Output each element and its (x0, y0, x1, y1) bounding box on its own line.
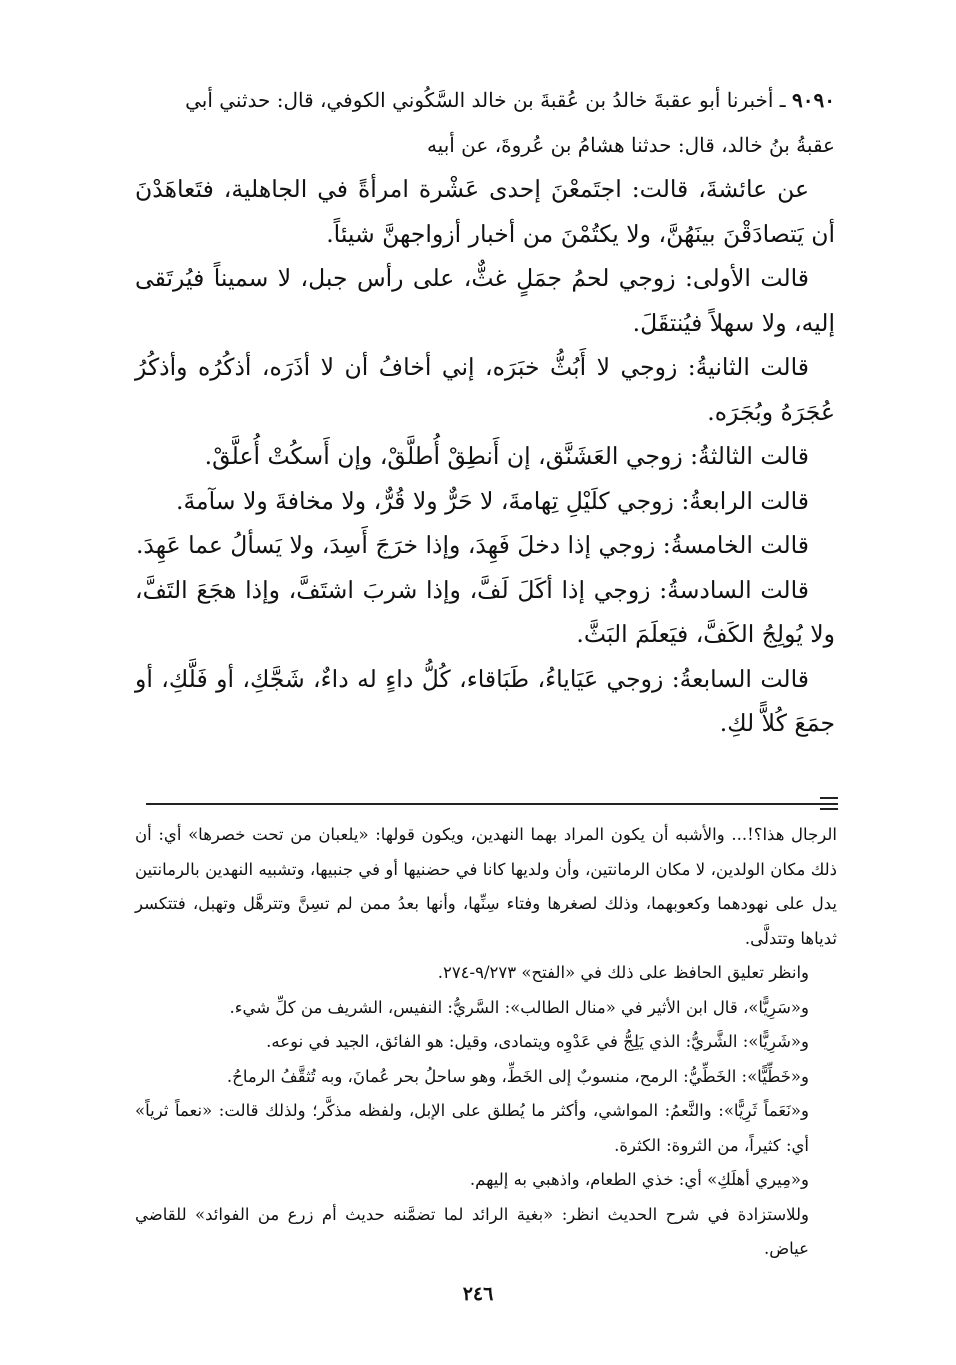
matn-paragraph: قالت الخامسةُ: زوجي إذا دخلَ فَهِدَ، وإذا خرَجَ أَسِدَ، ولا يَسألُ عما عَهِدَ. (135, 531, 809, 559)
isnad-text-1: ـ أخبرنا أبو عقبةَ خالدُ بن عُقبةَ بن خالد السَّكُوني الكوفي، قال: حدثني أبي (185, 88, 793, 112)
hadith-isnad-line-1 (135, 78, 835, 123)
footnote-paragraph: و«مِيري أهلَكِ» أي: خذي الطعام، واذهبي به إليهم. (469, 1170, 809, 1189)
footnote-separator (146, 797, 838, 811)
separator-line (146, 803, 838, 805)
matn-paragraph: قالت السابعةُ: زوجي عَيَاياءُ، طَبَاقاء، كُلُّ داءٍ له داءٌ، شَجَّكِ، أو فَلَّكِ، أو جمَعَ كُلاًّ لكِ. (135, 664, 835, 737)
matn-paragraph: قالت الثالثةُ: زوجي العَشَنَّق، إن أَنطِقْ أُطلَّقْ، وإن أَسكُتْ أُعلَّقْ. (204, 442, 809, 470)
footnote-paragraph: و«خَطِّيًّا»: الخَطِّيُّ: الرمح، منسوبٌ إلى الخَطِّ، وهو ساحلُ بحر عُمانَ، وبه تُثقَّفُ الرماحُ. (226, 1066, 809, 1086)
footnote-paragraph: و«نَعَماً ثَرِيًّا»: والنَّعمُ: المواشي، وأكثر ما يُطلق على الإبل، ولفظه مذكَّر؛ ولذلك قالت: «نعماً ثرياً» أي: كثيراً، من الثروة: الكثرة. (135, 1101, 809, 1155)
footnotes (135, 818, 837, 1267)
footnote-paragraph: الرجال هذا؟!... والأشبه أن يكون المراد بهما النهدين، ويكون قولها: «يلعبان من تحت خصرها» أي: أن ذلك مكان الولدين، لا مكان الرمانتين، وأن ولديها كانا في حضنيها أو في جنبيها، وتشبيه النهدين بالرمانتين يدل على نهودهما وكعوبهما، وذلك لصغرها وفتاء سِنِّها، وأنها بعدُ ممن لم تسِنَّ وتترهَّل وتهبل، فتتكسر ثدياها وتتدلَّى. (135, 825, 837, 948)
matn-paragraph: قالت الأولى: زوجي لحمُ جمَلٍ غثٌّ، على رأس جبل، لا سميناً فيُرتَقى إليه، ولا سهلاً فيُنتقَلَ. (135, 264, 835, 337)
footnote-paragraph: وانظر تعليق الحافظ على ذلك في «الفتح» ٩/٢٧٣-٢٧٤. (437, 963, 809, 982)
footnote-paragraph: وللاستزادة في شرح الحديث انظر: «بغية الرائد لما تضمَّنه حديث أم زرع من الفوائد» للقاضي عياض. (135, 1204, 809, 1258)
separator-mark-top (820, 797, 838, 799)
matn-paragraph: قالت الرابعةُ: زوجي كلَيْلِ تِهامةَ، لا حَرٌّ ولا قُرٌّ، ولا مخافةَ ولا سآمةَ. (175, 486, 809, 515)
hadith-isnad-line-2: عقبةُ بنُ خالد، قال: حدثنا هشامُ بن عُروةَ، عن أبيه (426, 132, 835, 157)
footnote-paragraph: و«شَرِيًّا»: الشَّريُّ: الذي يَلِجُّ في عَدْوِه ويتمادى، وقيل: هو الفائق، الجيد في نوعه. (266, 1032, 809, 1051)
page-number: ٢٤٦ (462, 1283, 494, 1305)
matn-paragraph: قالت الثانيةُ: زوجي لا أَبُثُّ خبَرَه، إني أخافُ أن لا أذَرَه، أذكُرُه وأذكُرُ عُجَرَهُ وبُجَرَه. (135, 353, 835, 426)
main-text (135, 78, 835, 746)
footnote-paragraph: و«سَرِيًّا»، قال ابن الأثير في «منال الطالب»: السَّريُّ: النفيس، الشريف من كلِّ شيء. (229, 997, 809, 1017)
separator-mark-bottom (820, 808, 838, 810)
matn-paragraph: قالت السادسةُ: زوجي إذا أكَلَ لَفَّ، وإذا شربَ اشتَفَّ، وإذا هجَعَ التَفَّ، ولا يُولِجُ الكَفَّ، فيَعلَمَ البَثَّ. (135, 575, 835, 648)
hadith-number: ٩٠٩٠ (792, 88, 835, 112)
matn-paragraph: عن عائشةَ، قالت: اجتَمعْنَ إحدى عَشْرة امرأةً في الجاهلية، فتَعاهَدْنَ أن يَتصادَقْنَ بينَهُنَّ، ولا يكتُمْنَ من أخبار أزواجهنَّ شيئاً. (135, 175, 835, 248)
